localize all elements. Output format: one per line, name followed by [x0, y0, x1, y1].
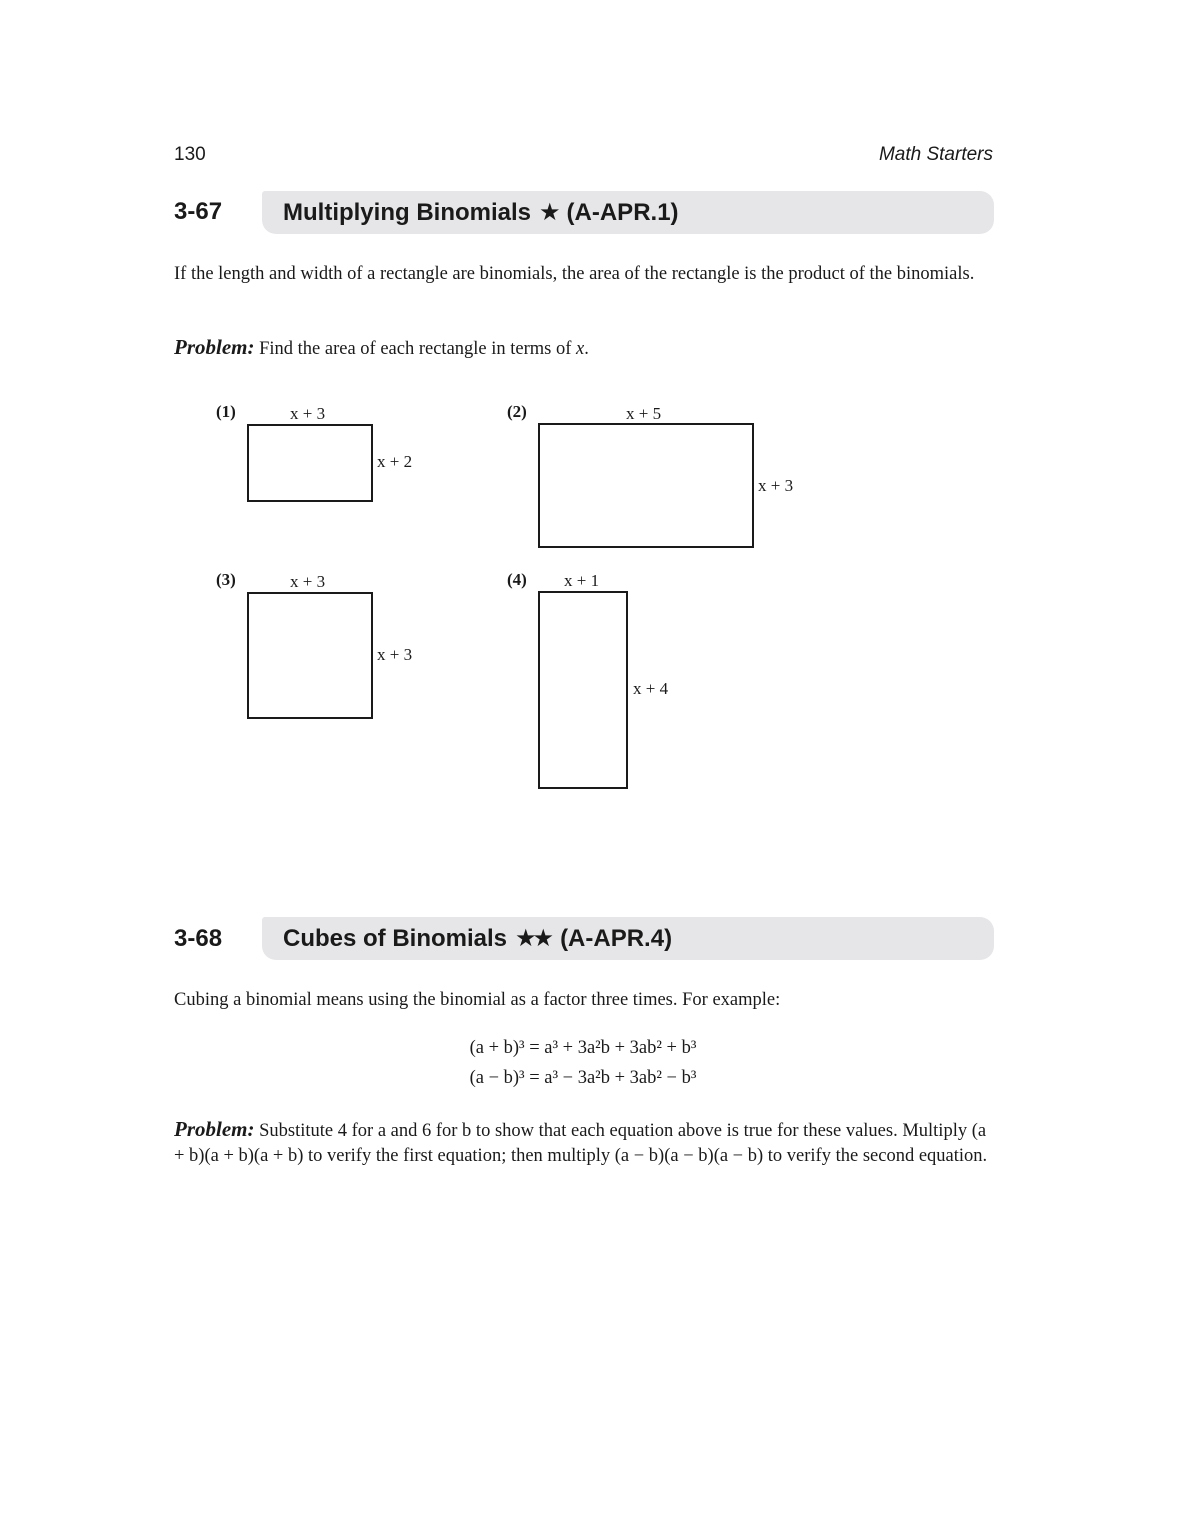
rectangle-height-label: x + 4	[633, 679, 669, 698]
rectangle-height-label: x + 3	[377, 645, 413, 664]
section-title-text: Cubes of Binomials	[283, 925, 508, 952]
problem-statement	[174, 335, 992, 362]
rectangle-height-label: x + 3	[758, 476, 794, 495]
page-number: 130	[174, 144, 206, 165]
figure-label: (3)	[216, 570, 236, 589]
intro-paragraph: Cubing a binomial means using the binomial as a factor three times. For example:	[174, 990, 781, 1010]
standard-code: (A-APR.1)	[566, 199, 679, 226]
intro-paragraph: If the length and width of a rectangle are binomials, the area of the rectangle is the product of the binomials.	[174, 264, 975, 284]
rectangle	[247, 424, 373, 502]
figure-label: (4)	[507, 570, 527, 589]
rectangle-width-label: x + 3	[290, 404, 326, 423]
section-title	[283, 924, 672, 953]
problem-end: .	[584, 339, 589, 359]
figure-label: (2)	[507, 402, 527, 421]
identity-equation-sum: (a + b)³ = a³ + 3a²b + 3ab² + b³	[469, 1038, 697, 1058]
identity-equation-difference: (a − b)³ = a³ − 3a²b + 3ab² − b³	[469, 1068, 697, 1088]
rectangle-width-label: x + 5	[626, 404, 662, 423]
problem-label: Problem:	[174, 1117, 255, 1141]
problem-statement	[174, 1117, 992, 1169]
problem-variable: x	[576, 339, 585, 359]
section-number: 3-68	[174, 925, 223, 952]
section-title	[283, 198, 679, 227]
section-number: 3-67	[174, 198, 223, 225]
difficulty-star-icon: ★	[539, 198, 557, 226]
problem-text: Find the area of each rectangle in terms of	[259, 339, 572, 359]
rectangle	[538, 591, 628, 789]
problem-text: Substitute 4 for a and 6 for b to show that each equation above is true for these values. Multiply (a + b)(a + b)(a + b) to verify the first equation; then multiply (a − b)(a − b)(a − b) to verify the second equation.	[174, 1121, 988, 1166]
rectangle-width-label: x + 1	[564, 571, 600, 590]
rectangle	[538, 423, 754, 548]
book-title: Math Starters	[878, 144, 993, 165]
standard-code: (A-APR.4)	[560, 925, 673, 952]
difficulty-stars-icon: ★★	[515, 924, 551, 952]
section-title-text: Multiplying Binomials	[283, 199, 532, 226]
problem-label: Problem:	[174, 335, 255, 359]
figure-label: (1)	[216, 402, 236, 421]
section-title-bar	[262, 917, 994, 960]
section-title-bar	[262, 191, 994, 234]
rectangle	[247, 592, 373, 719]
rectangle-width-label: x + 3	[290, 572, 326, 591]
rectangle-height-label: x + 2	[377, 452, 413, 471]
